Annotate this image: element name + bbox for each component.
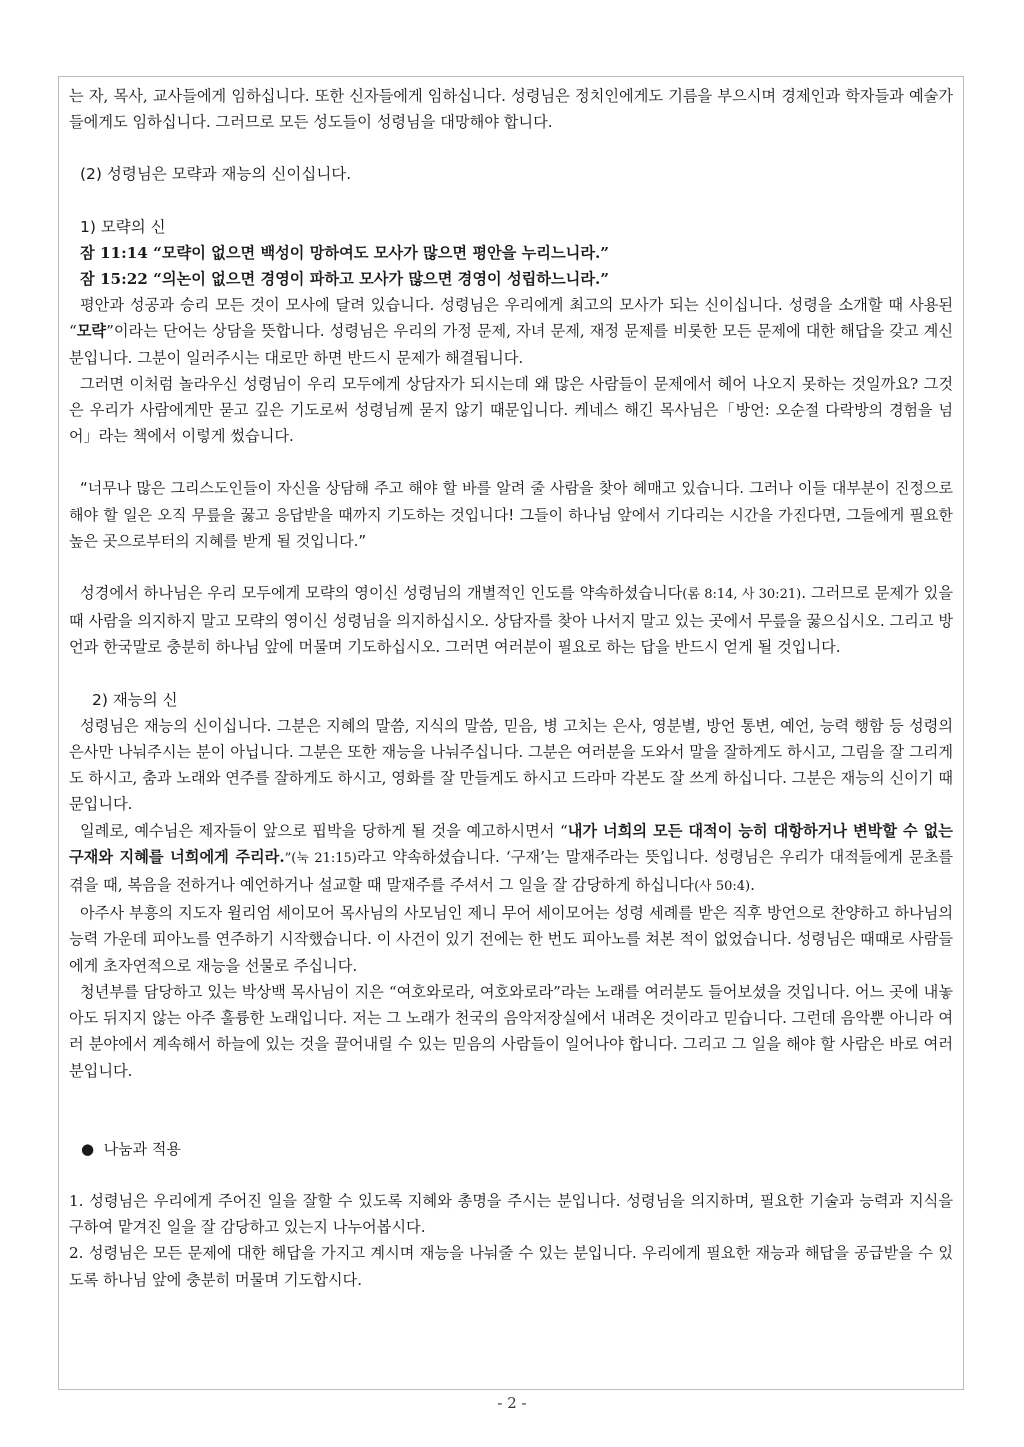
verse-reference: 잠 15:22 “ [80,270,162,289]
scripture-reference: (롬 8:14, 사 30:21) [682,587,802,603]
verse-reference: 잠 11:14 “ [80,243,162,262]
quote-close: ” [600,270,610,289]
spacer [69,449,953,475]
sharing-heading [69,1136,953,1162]
spacer [69,135,953,161]
spacer [69,1162,953,1188]
block-quote: “너무나 많은 그리스도인들이 자신을 상담해 주고 해야 할 바를 알려 줄 사람을 찾아 헤매고 있습니다. 그러나 이들 대부분이 진정으로 해야 할 일은 오직 무릎을 꿇고 응답받을 때까지 기도하는 것입니다! 그들이 하나님 앞에서 기다리는 시간을 가진다면, 그들에게 필요한 높은 곳으로부터의 지혜를 받게 될 것입니다.” [69,479,953,550]
spacer [69,554,953,580]
paragraph-intro: 는 자, 목사, 교사들에게 임하십니다. 또한 신자들에게 임하십니다. 성령님은 정치인에게도 기름을 부으시며 경제인과 학자들과 예술가들에게도 임하십니다. 그러므로 모든 성도들이 성령님을 대망해야 합니다. [69,87,953,132]
spacer [69,1084,953,1136]
text-run: 라는 책에서 이렇게 썼습니다. [98,427,294,446]
bold-quote: 내가 너희의 모든 대적이 능히 대항하거나 변박할 수 없는 구재와 지혜를 너희에게 주리라. [69,821,953,866]
text-run: . 그러므로 문제가 있을 때 사람을 의지하지 말고 모략의 영이신 성령님을 의지하십시오. 상담자를 찾아 나서지 말고 있는 곳에서 무릎을 꿇으십시오. 그리고 방언과 한국말로 충분히 하나님 앞에 머물며 기도하십시오. 그러면 여러분이 필요로 하는 답을 반드시 얻게 될 것입니다. [69,584,954,657]
text-run: 평안과 성공과 승리 모든 것이 모사에 달려 있습니다. 성령님은 우리에게 최고의 모사가 되는 신이십니다. 성령을 소개할 때 사용된 “ [69,296,953,341]
paragraph-azusa: 아주사 부흥의 지도자 윌리엄 세이모어 목사님의 사모님인 제니 무어 세이모어는 성령 세례를 받은 직후 방언으로 찬양하고 하나님의 능력 가운데 피아노를 연주하기 시작했습니다. 이 사건이 있기 전에는 한 번도 피아노를 쳐본 적이 없었습니다. 성령님은 때때로 사람들에게 초자연적으로 재능을 선물로 주십니다. [69,904,953,975]
book-title: 「방언: 오순절 다락방의 경험을 넘어」 [69,401,953,446]
question-1: 1. 성령님은 우리에게 주어진 일을 잘할 수 있도록 지혜와 총명을 주시는 분입니다. 성령님을 의지하며, 필요한 기술과 능력과 지식을 구하여 맡겨진 일을 잘 감당하고 있는지 나누어봅시다. [69,1191,953,1237]
paragraph-song: 청년부를 담당하고 있는 박상백 목사님이 지은 “여호와로라, 여호와로라”라는 노래를 여러분도 들어보셨을 것입니다. 어느 곳에 내놓아도 뒤지지 않는 아주 훌륭한 노래입니다. 저는 그 노래가 천국의 음악저장실에서 내려온 것이라고 믿습니다. 그런데 음악뿐 아니라 여러 분야에서 계속해서 하늘에 있는 것을 끌어내릴 수 있는 믿음의 사람들이 일어나야 합니다. 그리고 그 일을 해야 할 사람은 바로 여러분입니다. [69,982,953,1080]
paragraph-why-problems [69,371,953,450]
paragraph-promise [69,580,953,661]
verse-text: 모략이 없으면 백성이 망하여도 모사가 많으면 평안을 누리느니라. [161,243,601,262]
bold-term: 모략 [76,322,107,341]
text-run: . [750,876,755,895]
verse-proverbs-15-22 [69,266,953,292]
spacer [69,188,953,214]
text-run: 그러면 이처럼 놀라우신 성령님이 우리 모두에게 상담자가 되시는데 왜 많은 사람들이 문제에서 헤어 나오지 못하는 것일까요? 그것은 우리가 사람에게만 묻고 깊은 기도로써 성령님께 묻지 않기 때문입니다. 케네스 해긴 목사님은 [69,374,953,420]
text-run: ”이라는 단어는 상담을 뜻합니다. 성령님은 우리의 가정 문제, 자녀 문제, 재정 문제를 비롯한 모든 문제에 대한 해답을 갖고 계신 분입니다. 그분이 일러주시는 대로만 하면 반드시 문제가 해결됩니다. [69,322,953,367]
scripture-reference: ”(눅 21:15) [284,850,357,866]
subsection-heading-counsel: 1) 모략의 신 [80,217,166,236]
paragraph-jesus-promise [69,818,953,901]
spacer [69,661,953,687]
page-number: - 2 - [497,1394,527,1412]
text-run: 성경에서 하나님은 우리 모두에게 모략의 영이신 성령님의 개별적인 인도를 약속하셨습니다 [80,584,683,603]
section-heading: (2) 성령님은 모략과 재능의 신이십니다. [80,165,352,184]
paragraph-counsel-meaning [69,292,953,371]
document-frame [58,76,964,1390]
verse-proverbs-11-14 [69,240,953,266]
scripture-reference: (사 50:4) [694,879,751,895]
text-run: 라고 약속하셨습니다. ‘구재’는 말재주라는 뜻입니다. 성령님은 우리가 대적들에게 문초를 겪을 때, 복음을 전하거나 예언하거나 설교할 때 말재주를 주셔서 그 일을 잘 감당하게 하십니다 [69,847,954,895]
subsection-heading-talent: 2) 재능의 신 [92,690,178,709]
quote-close: ” [600,243,610,262]
paragraph-talent: 성령님은 재능의 신이십니다. 그분은 지혜의 말씀, 지식의 말씀, 믿음, 병 고치는 은사, 영분별, 방언 통변, 예언, 능력 행함 등 성령의 은사만 나눠주시는 분이 아닙니다. 그분은 또한 재능을 나눠주십니다. 그분은 여러분을 도와서 말을 잘하게도 하시고, 그림을 잘 그리게도 하시고, 춤과 노래와 연주를 잘하게도 하시고, 영화를 잘 만들게도 하시고 드라마 각본도 잘 쓰게 하십니다. 그분은 재능의 신이기 때문입니다. [69,716,953,814]
bullet-icon: ● [81,1139,95,1158]
verse-text: 의논이 없으면 경영이 파하고 모사가 많으면 경영이 성립하느니라. [161,270,601,289]
sharing-heading-label: 나눔과 적용 [103,1139,181,1158]
question-2: 2. 성령님은 모든 문제에 대한 해답을 가지고 계시며 재능을 나눠줄 수 있는 분입니다. 우리에게 필요한 재능과 해답을 공급받을 수 있도록 하나님 앞에 충분히 머물며 기도합시다. [69,1244,953,1289]
text-run: 일례로, 예수님은 제자들이 앞으로 핍박을 당하게 될 것을 예고하시면서 “ [80,821,568,840]
